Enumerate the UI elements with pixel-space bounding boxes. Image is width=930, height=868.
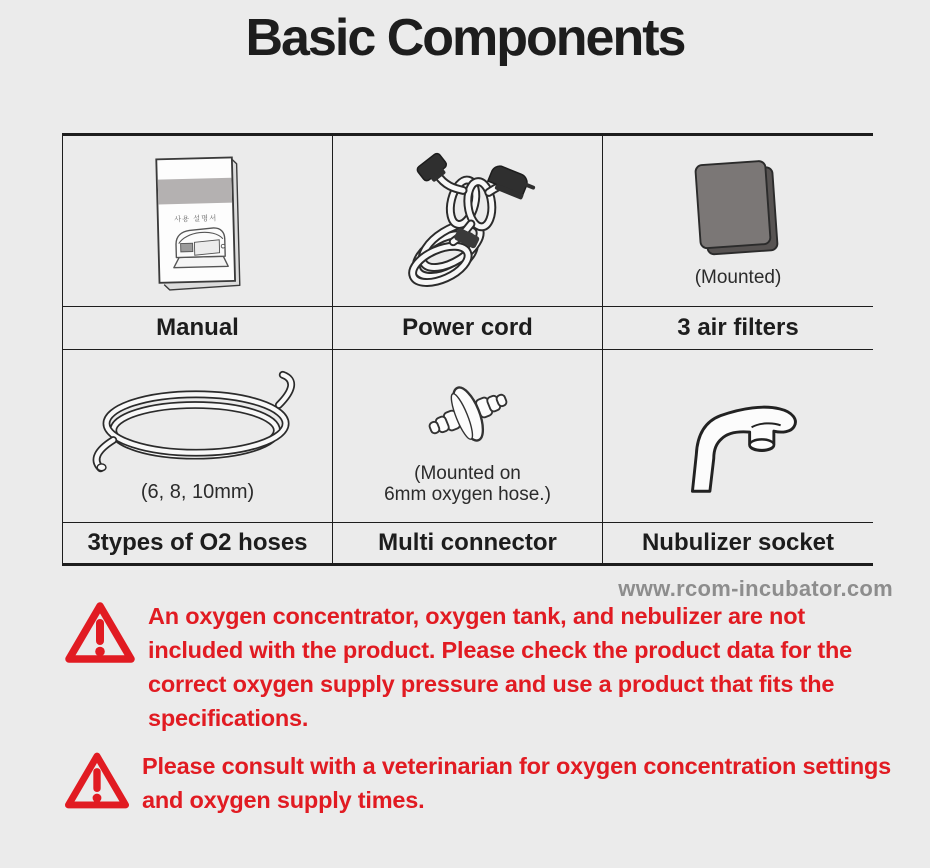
manual-booklet-illustration bbox=[145, 148, 251, 294]
multi-connector-illustration bbox=[401, 367, 535, 461]
component-label: Nubulizer socket bbox=[641, 529, 835, 556]
air-filter-illustration bbox=[686, 153, 790, 265]
multi-connector-caption-line1: (Mounted on bbox=[414, 462, 521, 484]
component-label-cell-multi-connector bbox=[333, 523, 603, 563]
o2-hose-illustration bbox=[85, 368, 311, 480]
warning-text-1: An oxygen concentrator, oxygen tank, and nebulizer are not included with the product. Please check the product data for the correct oxygen supply pressure and use a product that fits the specifications. bbox=[148, 603, 853, 731]
component-label-cell-manual bbox=[63, 307, 333, 350]
component-label-cell-power-cord bbox=[333, 307, 603, 350]
nebulizer-socket-illustration bbox=[655, 373, 821, 499]
power-cord-illustration bbox=[393, 147, 543, 295]
multi-connector-caption-line2: 6mm oxygen hose.) bbox=[384, 483, 551, 505]
warning-triangle-icon bbox=[62, 747, 132, 815]
warning-block-1 bbox=[62, 597, 902, 735]
warning-block-2 bbox=[62, 747, 896, 817]
components-table bbox=[62, 133, 873, 566]
component-image-cell-multi-connector bbox=[333, 350, 603, 523]
component-image-cell-manual bbox=[63, 136, 333, 307]
warning-triangle-icon bbox=[62, 597, 138, 669]
page-title: Basic Components bbox=[245, 9, 685, 67]
component-image-cell-air-filter bbox=[603, 136, 873, 307]
component-label-cell-nebulizer-socket bbox=[603, 523, 873, 563]
component-image-cell-power-cord bbox=[333, 136, 603, 307]
component-label-cell-air-filters bbox=[603, 307, 873, 350]
component-label-cell-o2-hoses bbox=[63, 523, 333, 563]
component-label: Multi connector bbox=[378, 529, 557, 556]
manual-cover-text: 사용 설명서 bbox=[173, 213, 217, 224]
incubator-sketch bbox=[172, 228, 227, 268]
o2-hose-caption: (6, 8, 10mm) bbox=[140, 481, 255, 503]
air-filter-caption: (Mounted) bbox=[694, 267, 782, 288]
component-image-cell-o2-hoses bbox=[63, 350, 333, 523]
warning-text-2: Please consult with a veterinarian for oxygen concentration settings and oxygen supply times. bbox=[142, 753, 892, 813]
website-url: www.rcom-incubator.com bbox=[618, 576, 893, 601]
component-label: Power cord bbox=[402, 314, 533, 341]
component-label: Manual bbox=[156, 314, 239, 341]
component-label: 3types of O2 hoses bbox=[87, 529, 308, 556]
component-label: 3 air filters bbox=[677, 314, 799, 341]
component-image-cell-nebulizer-socket bbox=[603, 350, 873, 523]
manual-cover-band bbox=[157, 178, 231, 205]
